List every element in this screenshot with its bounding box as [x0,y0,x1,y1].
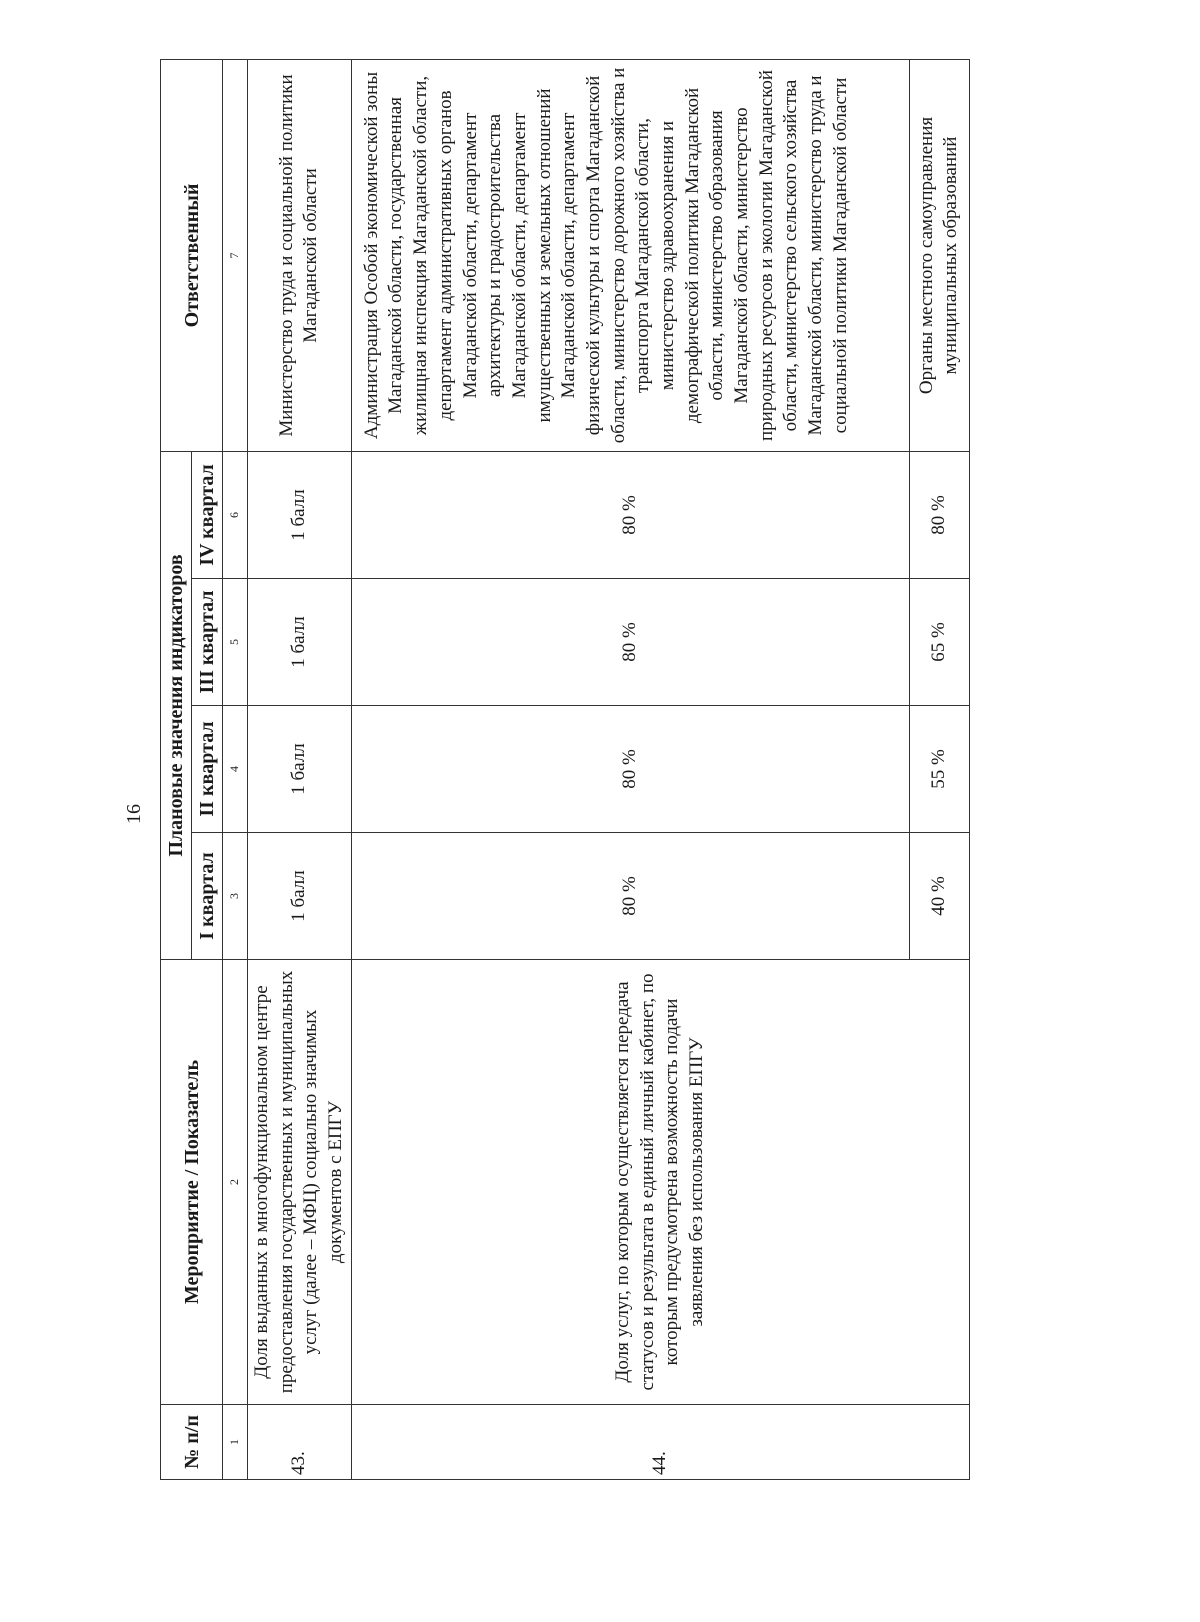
column-number: 6 [223,451,248,578]
header-q4: IV квартал [192,451,223,578]
q2-value: 1 балл [248,706,352,833]
responsible-text: Органы местного самоуправления муниципальных образований [909,59,969,451]
q2-value: 80 % [351,706,909,833]
q4-value: 80 % [909,451,969,578]
column-number: 4 [223,706,248,833]
q3-value: 65 % [909,579,969,706]
responsible-text: Администрация Особой экономической зоны Магаданской области, государственная жилищная инспекция Магаданской области, департамент административных органов Магаданской области, департамент архитектуры и градостроительства Магаданской области, департамент имущественных и земельных отношений Магаданской области, департамент физической культуры и спорта Магаданской области, министерство дорожного хозяйства и транспорта Магаданской области, министерство здравоохранения и демографической политики Магаданской области, министерство образования Магаданской области, министерство природных ресурсов и экологии Магаданской области, министерство сельского хозяйства Магаданской области, министерство труда и социальной политики Магаданской области [351,59,909,451]
q2-value: 55 % [909,706,969,833]
table-row [351,59,909,1479]
column-number: 5 [223,579,248,706]
column-number: 7 [223,59,248,451]
rotated-table-container [160,60,1010,1480]
header-q3: III квартал [192,579,223,706]
header-q2: II квартал [192,706,223,833]
q3-value: 1 балл [248,579,352,706]
header-responsible: Ответственный [161,59,223,451]
q1-value: 80 % [351,833,909,960]
row-number: 44. [351,1405,969,1480]
column-number: 3 [223,833,248,960]
header-event: Мероприятие / Показатель [161,960,223,1405]
q4-value: 1 балл [248,451,352,578]
q1-value: 1 балл [248,833,352,960]
q4-value: 80 % [351,451,909,578]
column-number-row [223,59,248,1479]
q3-value: 80 % [351,579,909,706]
header-q1: I квартал [192,833,223,960]
table-row [248,59,352,1479]
indicators-table [160,59,970,1480]
column-number: 1 [223,1405,248,1480]
header-num: № п/п [161,1405,223,1480]
row-number: 43. [248,1405,352,1480]
indicator-text: Доля выданных в многофункциональном центре предоставления государственных и муниципальных услуг (далее – МФЦ) социально значимых документов с ЕПГУ [248,960,352,1405]
column-number: 2 [223,960,248,1405]
q1-value: 40 % [909,833,969,960]
header-planned-values: Плановые значения индикаторов [161,451,192,959]
indicator-text: Доля услуг, по которым осуществляется передача статусов и результата в единый личный кабинет, по которым предусмотрена возможность подачи заявления без использования ЕПГУ [351,960,969,1405]
responsible-text: Министерство труда и социальной политики Магаданской области [248,59,352,451]
page-number: 16 [122,804,145,824]
